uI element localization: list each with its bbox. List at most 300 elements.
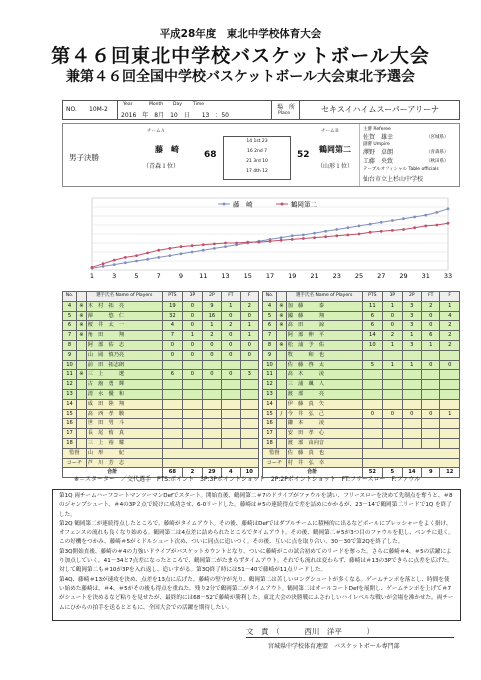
totals-label: 合計 [263, 468, 363, 478]
data-point [135, 260, 138, 263]
header-cell: 2P [202, 292, 221, 302]
time-label: Time [193, 102, 205, 107]
player-stat: 0 [222, 331, 240, 341]
player-stat: 3 [402, 321, 421, 331]
data-point [124, 261, 127, 264]
staff-role: 監督 [63, 448, 87, 458]
player-stat [162, 389, 183, 399]
player-stat: 2 [440, 321, 460, 331]
player-name: 國 藤 翔 [286, 311, 362, 321]
player-stat: 15 [63, 409, 77, 419]
player-stat [277, 399, 287, 409]
player-name: 成 田 陸 翔 [86, 399, 162, 409]
data-point [157, 249, 160, 252]
match-category: 男子決勝 [69, 153, 99, 162]
x-tick-label: 9 [178, 272, 184, 280]
data-point [447, 222, 450, 225]
data-point [202, 249, 205, 252]
month-label: Month [149, 102, 164, 107]
player-stat [362, 399, 383, 409]
player-stat [362, 380, 383, 390]
qualifier-title: 兼第４６回全国中学校バスケットボール大会東北予選会 [65, 69, 416, 85]
total-value: 29 [202, 468, 221, 478]
staff-blank [162, 448, 258, 458]
player-stat [183, 380, 202, 390]
player-stat [383, 370, 402, 380]
player-row [263, 429, 460, 439]
player-stat [202, 419, 221, 429]
player-stat: 0 [240, 340, 258, 350]
player-row [263, 419, 460, 429]
writer-label: 文 責 （ [246, 627, 280, 636]
player-stat: ※ [77, 301, 87, 311]
player-stat [422, 380, 440, 390]
totals-label: 合計 [63, 468, 163, 478]
data-point [246, 241, 249, 244]
player-stat: 17 [263, 429, 277, 439]
writer-line [246, 626, 374, 637]
player-row [263, 370, 460, 380]
header-cell: 2P [402, 292, 421, 302]
player-row [63, 370, 259, 380]
staff-role: コーチ [263, 458, 287, 468]
player-name: 前 田 拓志朗 [86, 360, 162, 370]
abbreviation-legend: ※＝スターター ／交代選手 PTS:ポイント 3P:3Pポイントショット 2P:2Pポイントショット FT:フリースロー F:ファウル [74, 476, 421, 483]
data-point [291, 234, 294, 237]
player-stat: 1 [440, 301, 460, 311]
x-tick-label: 25 [354, 272, 364, 280]
player-stat: 13 [63, 389, 77, 399]
player-stat: / [277, 409, 287, 419]
player-stat: 0 [202, 350, 221, 360]
player-stat: 1 [383, 301, 402, 311]
player-stat [277, 360, 287, 370]
data-point [291, 238, 294, 241]
player-stat: 9 [263, 350, 277, 360]
player-name: 渡 部 由向音 [286, 438, 362, 448]
player-stat [422, 399, 440, 409]
player-stat: 0 [422, 321, 440, 331]
table-header-row [263, 292, 460, 302]
player-stat: 3 [402, 340, 421, 350]
player-stat: 3 [402, 311, 421, 321]
player-row [63, 429, 259, 439]
player-stat [202, 409, 221, 419]
player-stat [277, 331, 287, 341]
player-stat: 8 [263, 340, 277, 350]
x-tick-label: 21 [310, 272, 319, 280]
data-point [413, 226, 416, 229]
score-area [62, 123, 460, 187]
player-name: 世 田 男 斗 [86, 419, 162, 429]
player-stat: 1 [240, 331, 258, 341]
player-row [63, 350, 259, 360]
player-stat [402, 380, 421, 390]
player-stat [402, 438, 421, 448]
player-stat [383, 419, 402, 429]
data-point [102, 262, 105, 265]
player-stat: 10 [362, 340, 383, 350]
data-point [146, 252, 149, 255]
staff-name: 村 井 弘 幸 [286, 458, 362, 468]
player-stat: 16 [263, 419, 277, 429]
player-stat: 0 [222, 350, 240, 360]
player-stat: 11 [263, 370, 277, 380]
player-stat [440, 399, 460, 409]
player-stat: 12 [263, 380, 277, 390]
data-point [335, 228, 338, 231]
player-stat: 11 [362, 301, 383, 311]
player-stat: 0 [222, 370, 240, 380]
player-stat: 0 [183, 311, 202, 321]
player-row [263, 360, 460, 370]
data-point [402, 217, 405, 220]
player-row [263, 301, 460, 311]
player-stat: 4 [63, 301, 77, 311]
player-stat [240, 419, 258, 429]
player-stat [183, 389, 202, 399]
player-stat [183, 438, 202, 448]
data-point [358, 225, 361, 228]
player-stat: 0 [202, 340, 221, 350]
player-name: 古 舘 勇 輝 [86, 380, 162, 390]
player-stat: 6 [63, 321, 77, 331]
x-tick-label: 1 [89, 272, 95, 280]
referee-label: 主審 Referee [363, 127, 391, 132]
player-name: 三 上 遼 [86, 370, 162, 380]
player-stat [277, 370, 287, 380]
player-stat: 1 [240, 321, 258, 331]
player-stat [202, 380, 221, 390]
data-point [280, 239, 283, 242]
header-cell: 選手氏名 Name of Players [286, 292, 362, 302]
data-point [369, 223, 372, 226]
report-q3: 第3Q開始直後、藤崎の＃4の力強いドライブがバスケットカウントとなり、ついに藤崎がこの試合初めてのリードを奪った。さらに藤崎＃4、＃5の活躍により加点していく。41－34と7点差になったところで、鶴岡第二がたまらずタイムアウト。それでも流れは変わらず、藤崎は＃13の3Pできらに点差を広げた。対して鶴岡第二も＃10が3Pを入れ返し、追いすがる。第3Q終了時には51－40で藤崎が11点リードした。 [59, 548, 453, 574]
x-tick-label: 13 [221, 272, 230, 280]
player-stat [277, 438, 287, 448]
player-stat [183, 419, 202, 429]
player-stat [202, 399, 221, 409]
player-stat: 0 [202, 370, 221, 380]
x-tick-label: 19 [288, 272, 297, 280]
player-stat [240, 409, 258, 419]
player-stat [440, 389, 460, 399]
player-stat [77, 399, 87, 409]
data-point [146, 258, 149, 261]
data-point [168, 247, 171, 250]
data-point [124, 256, 127, 259]
total-value: 12 [440, 468, 460, 478]
total-value: 5 [383, 468, 402, 478]
total-value: 10 [240, 468, 258, 478]
player-stat [422, 429, 440, 439]
quarter-1: 14 1st 23 [246, 139, 268, 144]
referee-name: 佐賀 雄幸 [363, 134, 394, 141]
game-report [52, 489, 461, 621]
data-point [113, 263, 116, 266]
data-point [391, 229, 394, 232]
player-name: 渡 部 亮 [286, 389, 362, 399]
player-stat: 5 [263, 311, 277, 321]
player-stat [240, 380, 258, 390]
player-name: 鎌 本 凌 [286, 419, 362, 429]
data-point [91, 266, 94, 269]
player-stat: ※ [277, 301, 287, 311]
player-stat [383, 380, 402, 390]
header-cell: FT [422, 292, 440, 302]
player-stat: 9 [202, 301, 221, 311]
team-a-label: チームＡ [147, 129, 165, 134]
player-row [63, 301, 259, 311]
legend-marker [223, 203, 226, 206]
header-cell: PTS [362, 292, 383, 302]
player-stat: 1 [402, 360, 421, 370]
player-stat [202, 389, 221, 399]
player-stat [77, 438, 87, 448]
player-stat: 14 [63, 399, 77, 409]
player-name: 三 浦 颯 人 [286, 380, 362, 390]
player-stat [202, 438, 221, 448]
team-b-label: チームＢ [321, 129, 339, 134]
table-header-row [63, 292, 259, 302]
player-stat [277, 380, 287, 390]
player-stat: 7 [263, 331, 277, 341]
player-stat [183, 429, 202, 439]
player-stat: 6 [162, 370, 183, 380]
player-stat [202, 360, 221, 370]
organization: 宮城県中学校体育連盟 バスケットボール専門部 [268, 643, 400, 650]
player-row [263, 389, 460, 399]
player-stat [77, 350, 87, 360]
player-stat: 0 [422, 360, 440, 370]
player-stat [240, 360, 258, 370]
player-row [263, 438, 460, 448]
player-name: 伊 藤 真 矢 [286, 399, 362, 409]
player-row [263, 399, 460, 409]
quarter-2: 16 2nd 7 [246, 149, 268, 154]
player-stat: ※ [77, 321, 87, 331]
header-cell: No. [63, 292, 77, 302]
x-tick-label: 7 [156, 272, 161, 280]
game-date: 2016 年 8月 10 日 13 ：50 [121, 112, 229, 119]
player-name: 桜 井 太 一 [86, 321, 162, 331]
player-stat [383, 438, 402, 448]
player-stat [240, 438, 258, 448]
player-stat [240, 429, 258, 439]
report-q1: 第1Q 両チームハーフコートマンツーマンDefでスタート。開始直後、鶴岡第二＃7のドライブがファウルを誘い、フリースローを決めて先制点を奪うと、＃8のジャンプシュート、＃4の3P２点で続けに成功させ、6-0リードした。藤崎は＃5の連続得点で差を詰めにかかるが、23－14で鶴岡第二リードで1Q を終了した。 [59, 493, 453, 518]
day-label: Day [173, 102, 182, 107]
player-stat: 9 [63, 350, 77, 360]
player-stat: 0 [383, 409, 402, 419]
player-row [63, 321, 259, 331]
data-point [413, 216, 416, 219]
player-stat [222, 389, 240, 399]
venue-name: セキスイハイムスーパーアリーナ [321, 105, 439, 114]
player-stat: 32 [162, 311, 183, 321]
header-cell: 選手氏名 Name of Players [86, 292, 162, 302]
total-value: 14 [402, 468, 421, 478]
player-name: 加 藤 泰 [286, 301, 362, 311]
player-name: 松 浦 予 佑 [286, 340, 362, 350]
player-stat [77, 419, 87, 429]
data-point [313, 232, 316, 235]
player-stat [162, 438, 183, 448]
player-stat: 2 [240, 301, 258, 311]
player-name: 清 水 優 和 [86, 389, 162, 399]
player-stat [77, 340, 87, 350]
player-stat: 2 [440, 340, 460, 350]
player-stat: 3 [402, 301, 421, 311]
x-tick-label: 31 [421, 272, 430, 280]
data-point [213, 247, 216, 250]
player-stat [240, 389, 258, 399]
player-stat: 6 [422, 331, 440, 341]
staff-role: 監督 [263, 448, 287, 458]
total-value: 52 [362, 468, 383, 478]
umpire2-name: 工藤 央致 [363, 158, 394, 165]
writer-name: 西川 洋平 [304, 627, 342, 636]
player-stat: 6 [362, 321, 383, 331]
data-point [157, 256, 160, 259]
x-tick-label: 33 [443, 272, 453, 280]
player-stat: 8 [63, 340, 77, 350]
player-name: 三 上 裕 耀 [86, 438, 162, 448]
player-stat: ※ [277, 340, 287, 350]
tournament-title: 第４６回東北中学校バスケットボール大会 [51, 45, 430, 67]
data-point [369, 231, 372, 234]
referee-pref: （宮城県） [426, 135, 449, 140]
player-row [263, 409, 460, 419]
player-stat [422, 389, 440, 399]
player-stat [277, 350, 287, 360]
place-en-label: Place [278, 111, 290, 116]
player-stat: 19 [162, 301, 183, 311]
year-label: Year [123, 102, 133, 107]
player-stat [422, 370, 440, 380]
data-point [402, 228, 405, 231]
player-stat: ※ [277, 311, 287, 321]
data-point [113, 259, 116, 262]
data-point [380, 230, 383, 233]
player-name: 山 岡 慎乃亮 [86, 350, 162, 360]
data-point [346, 226, 349, 229]
player-stat: 4 [162, 321, 183, 331]
team-a-name: 藤 崎 [155, 145, 179, 154]
player-stat [362, 429, 383, 439]
player-stat: 4 [440, 311, 460, 321]
player-row [63, 311, 259, 321]
player-stat: 0 [162, 350, 183, 360]
data-point [380, 221, 383, 224]
player-stat: 3 [240, 370, 258, 380]
player-stat: 2 [222, 321, 240, 331]
player-name: 牧 和 也 [286, 350, 362, 360]
player-stat [222, 399, 240, 409]
player-stat: 11 [63, 370, 77, 380]
data-point [235, 242, 238, 245]
player-row [63, 399, 259, 409]
x-tick-label: 23 [332, 272, 341, 280]
legend-label: 鶴岡第二 [291, 200, 317, 209]
writer-close: ） [366, 627, 375, 636]
player-stat: 0 [183, 301, 202, 311]
player-name: 角 田 翔 [86, 331, 162, 341]
player-stat: 13 [263, 389, 277, 399]
data-point [213, 243, 216, 246]
legend-label: 藤 崎 [233, 200, 253, 209]
player-row [63, 360, 259, 370]
player-row [63, 409, 259, 419]
data-point [346, 234, 349, 237]
player-stat [402, 350, 421, 360]
player-stat [162, 399, 183, 409]
data-point [447, 207, 450, 210]
header-cell [77, 292, 87, 302]
x-tick-label: 3 [112, 272, 117, 280]
x-tick-label: 15 [243, 272, 252, 280]
player-stat: 5 [63, 311, 77, 321]
player-stat [422, 438, 440, 448]
header-cell: F [240, 292, 258, 302]
player-name: 長 尾 侑 真 [86, 429, 162, 439]
player-name: 佐 藤 啓 太 [286, 360, 362, 370]
header-cell [277, 292, 287, 302]
team-b-table-wrap [262, 291, 460, 478]
player-stat: 0 [440, 360, 460, 370]
player-stat [402, 389, 421, 399]
player-row [63, 389, 259, 399]
data-point [302, 234, 305, 237]
team-b-score: 52 [297, 150, 310, 160]
player-stat: 10 [263, 360, 277, 370]
player-stat: 12 [63, 380, 77, 390]
staff-name: 佐 藤 真 也 [286, 448, 362, 458]
player-stat [440, 419, 460, 429]
player-stat: ※ [77, 370, 87, 380]
data-point [424, 225, 427, 228]
data-point [269, 240, 272, 243]
header-cell: 3P [383, 292, 402, 302]
data-point [335, 234, 338, 237]
player-stat: 0 [402, 409, 421, 419]
data-point [257, 241, 260, 244]
player-stat: 2 [202, 331, 221, 341]
report-q2: 第2Q 鶴岡第二が連続得点したところで、藤崎がタイムアウト。その後、藤崎はDefではダブルチームに積極的に出るなどボールにプレッシャーをよく掛け、オフェンスの流れも良くなり始める。鶴岡第二は4点差に詰められたところでタイムアウト。その後、鶴岡第二＃5が3つ目のファウルを犯し、ベンチに退く。この好機をつかみ、藤崎＃5がミドルシュート次め、ついに同点に追いつく。その後、互いに点を取り合い、30－30で第2Qを終了した。 [59, 520, 454, 546]
data-point [324, 235, 327, 238]
player-stat: 10 [63, 360, 77, 370]
player-stat [362, 419, 383, 429]
umpire1-pref: （青森県） [426, 150, 449, 155]
no-label: NO. [66, 106, 77, 113]
data-point [224, 242, 227, 245]
data-point [191, 244, 194, 247]
player-row [63, 438, 259, 448]
player-stat [162, 409, 183, 419]
team-a-table-wrap [62, 291, 259, 478]
team-a-players-table [62, 291, 259, 478]
player-stat [362, 389, 383, 399]
team-a-pref: （青森１位） [143, 163, 180, 170]
table-officials-label: テーブルオフィシャル Table officials [363, 167, 439, 172]
staff-row [63, 458, 259, 468]
player-row [263, 311, 460, 321]
umpire2-pref: （秋田県） [426, 159, 449, 164]
data-point [280, 236, 283, 239]
data-point [324, 230, 327, 233]
header-cell: FT [222, 292, 240, 302]
data-point [302, 237, 305, 240]
total-value: 2 [183, 468, 202, 478]
